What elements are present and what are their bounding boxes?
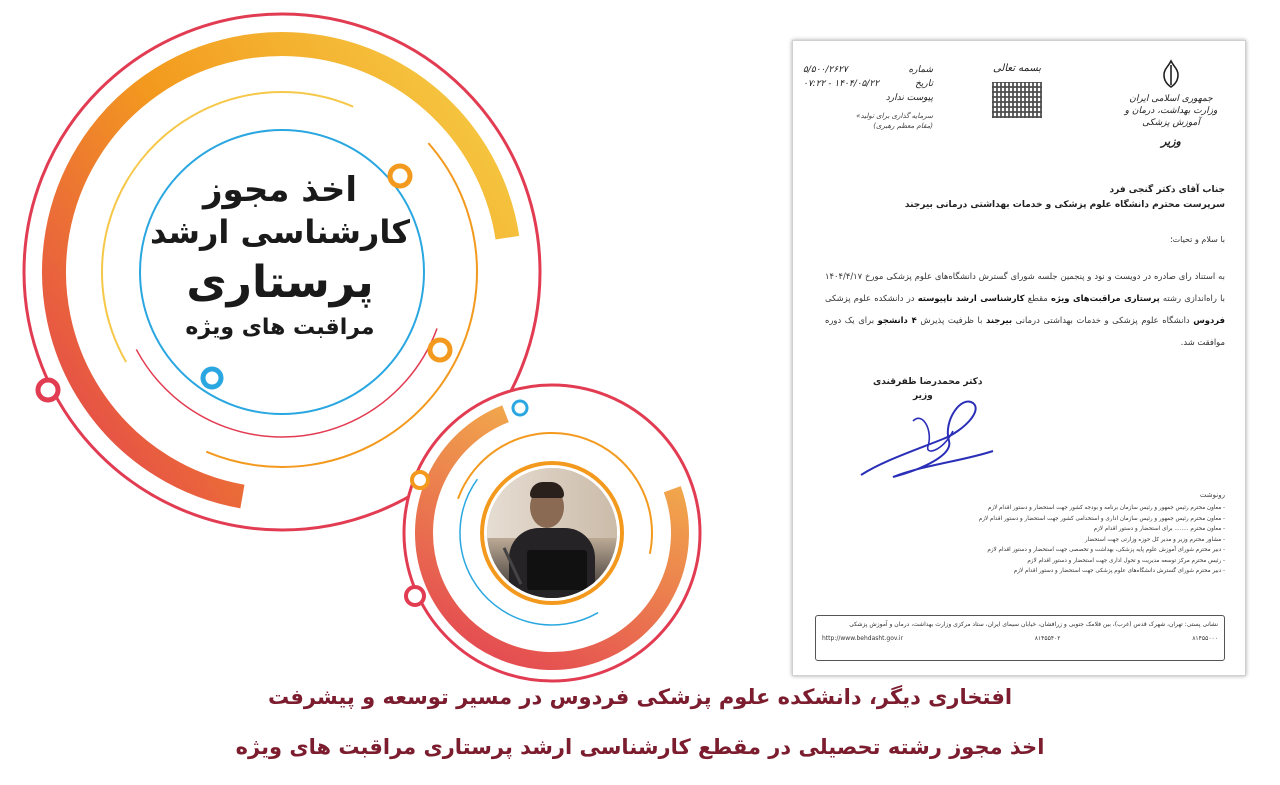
number-label: شماره [908,65,933,75]
footer-website: http://www.behdasht.gov.ir [822,635,904,642]
motto-line-2: (مقام معظم رهبری) [873,122,933,130]
attachment-label: پیوست ندارد [885,93,933,103]
copy-item: - دبیر محترم شورای گسترش دانشگاه‌های علوم پزشکی جهت استحضار و دستور اقدام لازم [1013,568,1225,574]
copy-item: - رئیس محترم مرکز توسعه مدیریت و تحول اداری جهت استحضار و دستور اقدام لازم [1027,557,1225,564]
motto-line-1: سرمایه گذاری برای تولید» [856,112,933,120]
copies-list [815,503,1225,577]
copy-item: - معاون محترم ........ برای استحضار و دستور اقدام لازم [1093,526,1225,532]
date-value: ۱۴۰۴/۰۵/۲۲ - ۰۷:۲۲ [803,79,880,89]
badge-line-3: پرستاری [186,257,374,308]
badge-line-4: مراقبت های ویژه [185,315,375,340]
letter-body: به استناد رای صادره در دویست و نود و پنجمین جلسه شورای گسترش دانشگاه‌های علوم پزشکی مورخ ۱۴۰۴/۴/۱۷ با راه‌اندازی رشته پرستاری مراقبت‌های ویژه مقطع کارشناسی ارشد ناپیوسته در دانشکده علوم پزشکی فردوس دانشگاه علوم پزشکی و خدمات بهداشتی درمانی بیرجند با ظرفیت پذیرش ۴ دانشجو برای یک دوره موافقت شد. [825,271,1226,347]
copy-item: - معاون محترم رئیس جمهور و رئیس سازمان برنامه و بودجه کشور جهت استحضار و دستور اقدام لازم [987,505,1225,511]
number-value: ۵/۵۰۰/۲۶۲۷ [803,65,848,75]
addressee-title: سرپرست محترم دانشگاه علوم پزشکی و خدمات بهداشتی درمانی بیرجند [904,200,1225,210]
copy-item: - دبیر محترم شورای آموزش علوم پایه پزشکی، بهداشت و تخصصی جهت استحضار و دستور اقدام لازم [987,547,1225,553]
badge-title [150,170,410,344]
basmala: بسمه تعالی [992,63,1042,74]
copy-item: - مشاور محترم وزیر و مدیر کل حوزه وزارتی جهت استحضار [1084,536,1225,543]
signer-role: وزیر [913,391,933,401]
caption-line-1: افتخاری دیگر، دانشکده علوم پزشکی فردوس در مسیر توسعه و پیشرفت [267,685,1013,709]
copies-title: رونوشت [1199,491,1225,499]
letter-meta [803,63,933,131]
letter-header-center [987,63,1047,118]
addressee-name: جناب آقای دکتر گنجی فرد [1109,185,1225,195]
signer-name: دکتر محمدرضا ظفرقندی [873,377,983,387]
emblem-icon [1158,59,1184,89]
letter-header-emblem [1111,59,1231,148]
caption-line-2: اخذ مجوز رشته تحصیلی در مقطع کارشناسی ارشد پرستاری مراقبت های ویژه [235,735,1045,759]
date-label: تاریخ [915,79,933,89]
minister-title: وزیر [1161,135,1181,148]
copy-item: - معاون محترم رئیس جمهور و رئیس سازمان اداری و استخدامی کشور جهت استحضار و دستور اقدام لازم [978,515,1225,522]
emblem-caption: جمهوری اسلامی ایران وزارت بهداشت، درمان و آموزش پزشکی [1124,94,1218,128]
speaker-photo [487,468,617,598]
badge-line-2: کارشناسی ارشد [150,213,410,251]
official-letter [792,40,1246,676]
greeting: با سلام و تحیات؛ [1170,235,1225,244]
footer-fax: ۸۱۴۵۵۴۰۲ [1034,635,1061,642]
footer-address: نشانی پستی: تهران، شهرک قدس (غرب)، بین فلامک جنوبی و زرافشان، خیابان سیمای ایران، ستاد مرکزی وزارت بهداشت، درمان و آموزش پزشکی [849,621,1218,628]
addressee [845,183,1225,213]
signature-icon [853,391,1003,487]
badge-line-1: اخذ مجوز [202,170,358,210]
qr-code-icon [992,82,1042,118]
letter-footer [815,615,1225,661]
footer-phone: ۸۱۴۵۵۰۰۰ [1192,635,1218,642]
